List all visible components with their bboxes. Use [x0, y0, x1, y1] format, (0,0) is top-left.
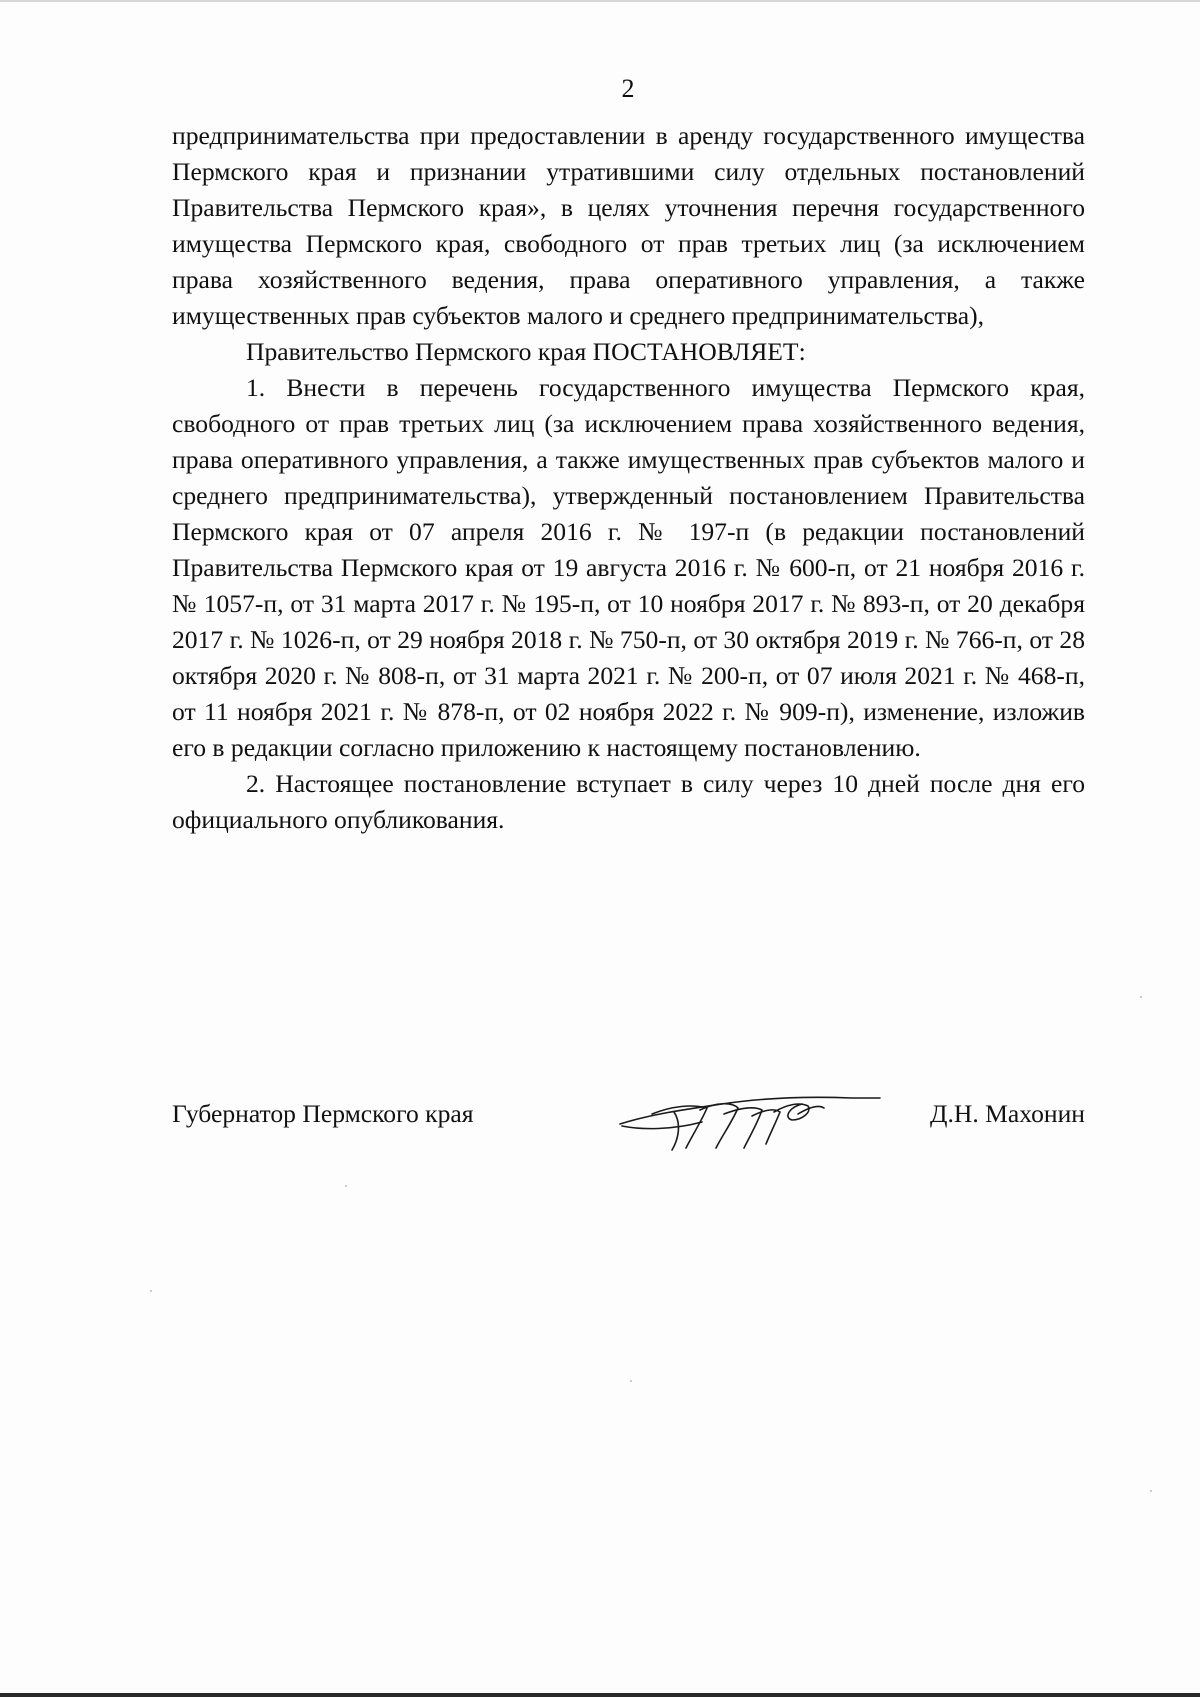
paragraph-preamble: предпринимательства при предоставлении в аренду государственного имущества Пермского края и признании утратившими силу отдельных постановлений Правительства Пермского края», в целях уточнения перечня государственного имущества Пермского края, свободного от прав третьих лиц (за исключением права хозяйственного ведения, права оперативного управления, а также имущественных прав субъектов малого и среднего предпринимательства), [172, 121, 1085, 330]
scan-speck [630, 1380, 632, 1382]
page-number: 2 [621, 74, 635, 103]
scan-speck [150, 1290, 152, 1292]
scan-edge-top [0, 0, 1200, 2]
scan-speck [1140, 996, 1142, 998]
paragraph-item-2: 2. Настоящее постановление вступает в силу через 10 дней после дня его официального опубликования. [172, 769, 1085, 834]
paragraph-resolution: Правительство Пермского края ПОСТАНОВЛЯЕТ: [246, 337, 806, 366]
signer-name: Д.Н. Махонин [930, 1099, 1085, 1128]
document-body [172, 118, 1085, 838]
scan-speck [1150, 1490, 1152, 1492]
signer-title: Губернатор Пермского края [172, 1099, 474, 1128]
scan-speck [345, 1185, 347, 1187]
paragraph-item-1: 1. Внести в перечень государственного имущества Пермского края, свободного от прав третьих лиц (за исключением права хозяйственного ведения, права оперативного управления, а также имущественных прав субъектов малого и среднего предпринимательства), утвержденный постановлением Правительства Пермского края от 07 апреля 2016 г. № 197-п (в редакции постановлений Правительства Пермского края от 19 августа 2016 г. № 600-п, от 21 ноября 2016 г. № 1057-п, от 31 марта 2017 г. № 195-п, от 10 ноября 2017 г. № 893-п, от 20 декабря 2017 г. № 1026-п, от 29 ноября 2018 г. № 750-п, от 30 октября 2019 г. № 766-п, от 28 октября 2020 г. № 808-п, от 31 марта 2021 г. № 200-п, от 07 июля 2021 г. № 468-п, от 11 ноября 2021 г. № 878-п, от 02 ноября 2022 г. № 909-п), изменение, изложив его в редакции согласно приложению к настоящему постановлению. [172, 373, 1085, 762]
scan-edge-bottom [0, 1693, 1200, 1697]
handwritten-signature [612, 1084, 882, 1164]
signature-block [172, 1096, 1085, 1156]
